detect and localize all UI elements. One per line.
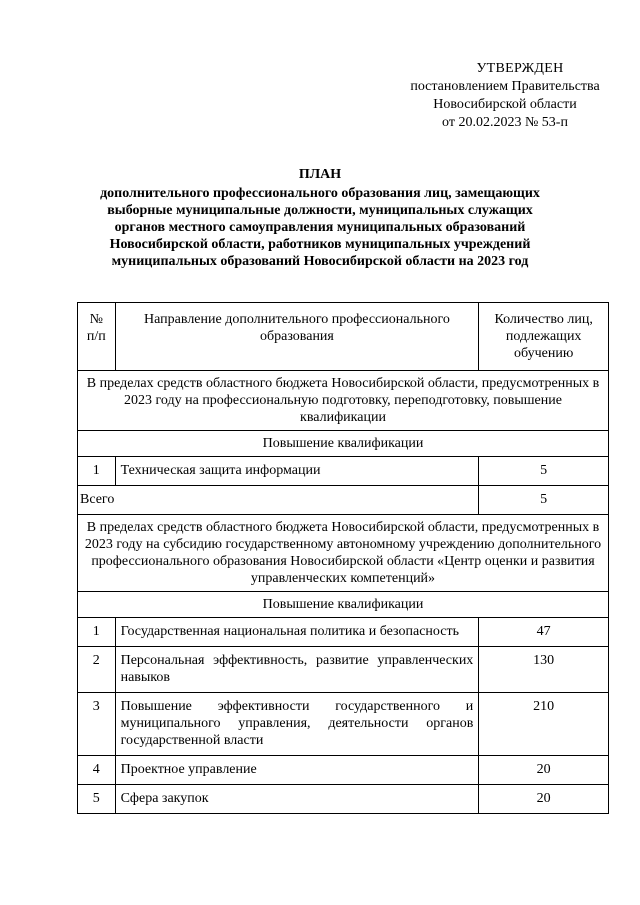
- row-num: 3: [78, 693, 116, 756]
- row-direction: Повышение эффективности государственного и муниципального управления, деятельности органов государственной власти: [115, 693, 479, 756]
- title-line-3: органов местного самоуправления муниципальных образований: [114, 220, 526, 235]
- row-count: 5: [479, 457, 609, 486]
- approval-stamp: [380, 60, 630, 132]
- section1-heading: В пределах средств областного бюджета Новосибирской области, предусмотренных в 2023 году на профессиональную подготовку, переподготовку, повышение квалификации: [78, 371, 609, 431]
- row-count: 130: [479, 647, 609, 693]
- table-row: [78, 457, 609, 486]
- document-title: [70, 166, 570, 270]
- header-count: Количество лиц, подлежащих обучению: [479, 303, 609, 371]
- row-count: 20: [479, 756, 609, 785]
- approval-line-1: постановлением Правительства: [410, 79, 600, 94]
- row-direction: Проектное управление: [115, 756, 479, 785]
- row-direction: Сфера закупок: [115, 785, 479, 814]
- approval-line-3: от 20.02.2023 № 53-п: [442, 115, 568, 130]
- total-label: Всего: [78, 486, 479, 515]
- header-direction: Направление дополнительного профессионального образования: [115, 303, 479, 371]
- section1-subheading: Повышение квалификации: [78, 431, 609, 457]
- total-row: [78, 486, 609, 515]
- approval-line-2: Новосибирской области: [433, 97, 577, 112]
- title-line-4: Новосибирской области, работников муниципальных учреждений: [109, 237, 531, 252]
- total-value: 5: [479, 486, 609, 515]
- row-count: 210: [479, 693, 609, 756]
- table-row: [78, 756, 609, 785]
- table-row: [78, 693, 609, 756]
- header-num: № п/п: [78, 303, 116, 371]
- row-num: 1: [78, 457, 116, 486]
- title-line-5: муниципальных образований Новосибирской области на 2023 год: [111, 254, 529, 269]
- table-header-row: [78, 303, 609, 371]
- approved-label: УТВЕРЖДЕН: [476, 61, 564, 76]
- plan-table: [77, 302, 609, 814]
- title-line-2: выборные муниципальные должности, муниципальных служащих: [107, 203, 533, 218]
- row-direction: Государственная национальная политика и безопасность: [115, 618, 479, 647]
- section1-subheading-row: [78, 431, 609, 457]
- section1-heading-row: [78, 371, 609, 431]
- plan-heading: ПЛАН: [298, 167, 342, 182]
- section2-heading: В пределах средств областного бюджета Новосибирской области, предусмотренных в 2023 году на субсидию государственному автономному учреждению дополнительного профессионального образования Новосибирской области «Центр оценки и развития управленческих компетенций»: [78, 515, 609, 592]
- section2-subheading: Повышение квалификации: [78, 592, 609, 618]
- row-count: 20: [479, 785, 609, 814]
- row-count: 47: [479, 618, 609, 647]
- row-direction: Персональная эффективность, развитие управленческих навыков: [115, 647, 479, 693]
- row-num: 1: [78, 618, 116, 647]
- row-num: 4: [78, 756, 116, 785]
- title-line-1: дополнительного профессионального образования лиц, замещающих: [100, 186, 540, 201]
- table-row: [78, 618, 609, 647]
- table-row: [78, 785, 609, 814]
- row-num: 2: [78, 647, 116, 693]
- table-row: [78, 647, 609, 693]
- section2-subheading-row: [78, 592, 609, 618]
- row-num: 5: [78, 785, 116, 814]
- section2-heading-row: [78, 515, 609, 592]
- row-direction: Техническая защита информации: [115, 457, 479, 486]
